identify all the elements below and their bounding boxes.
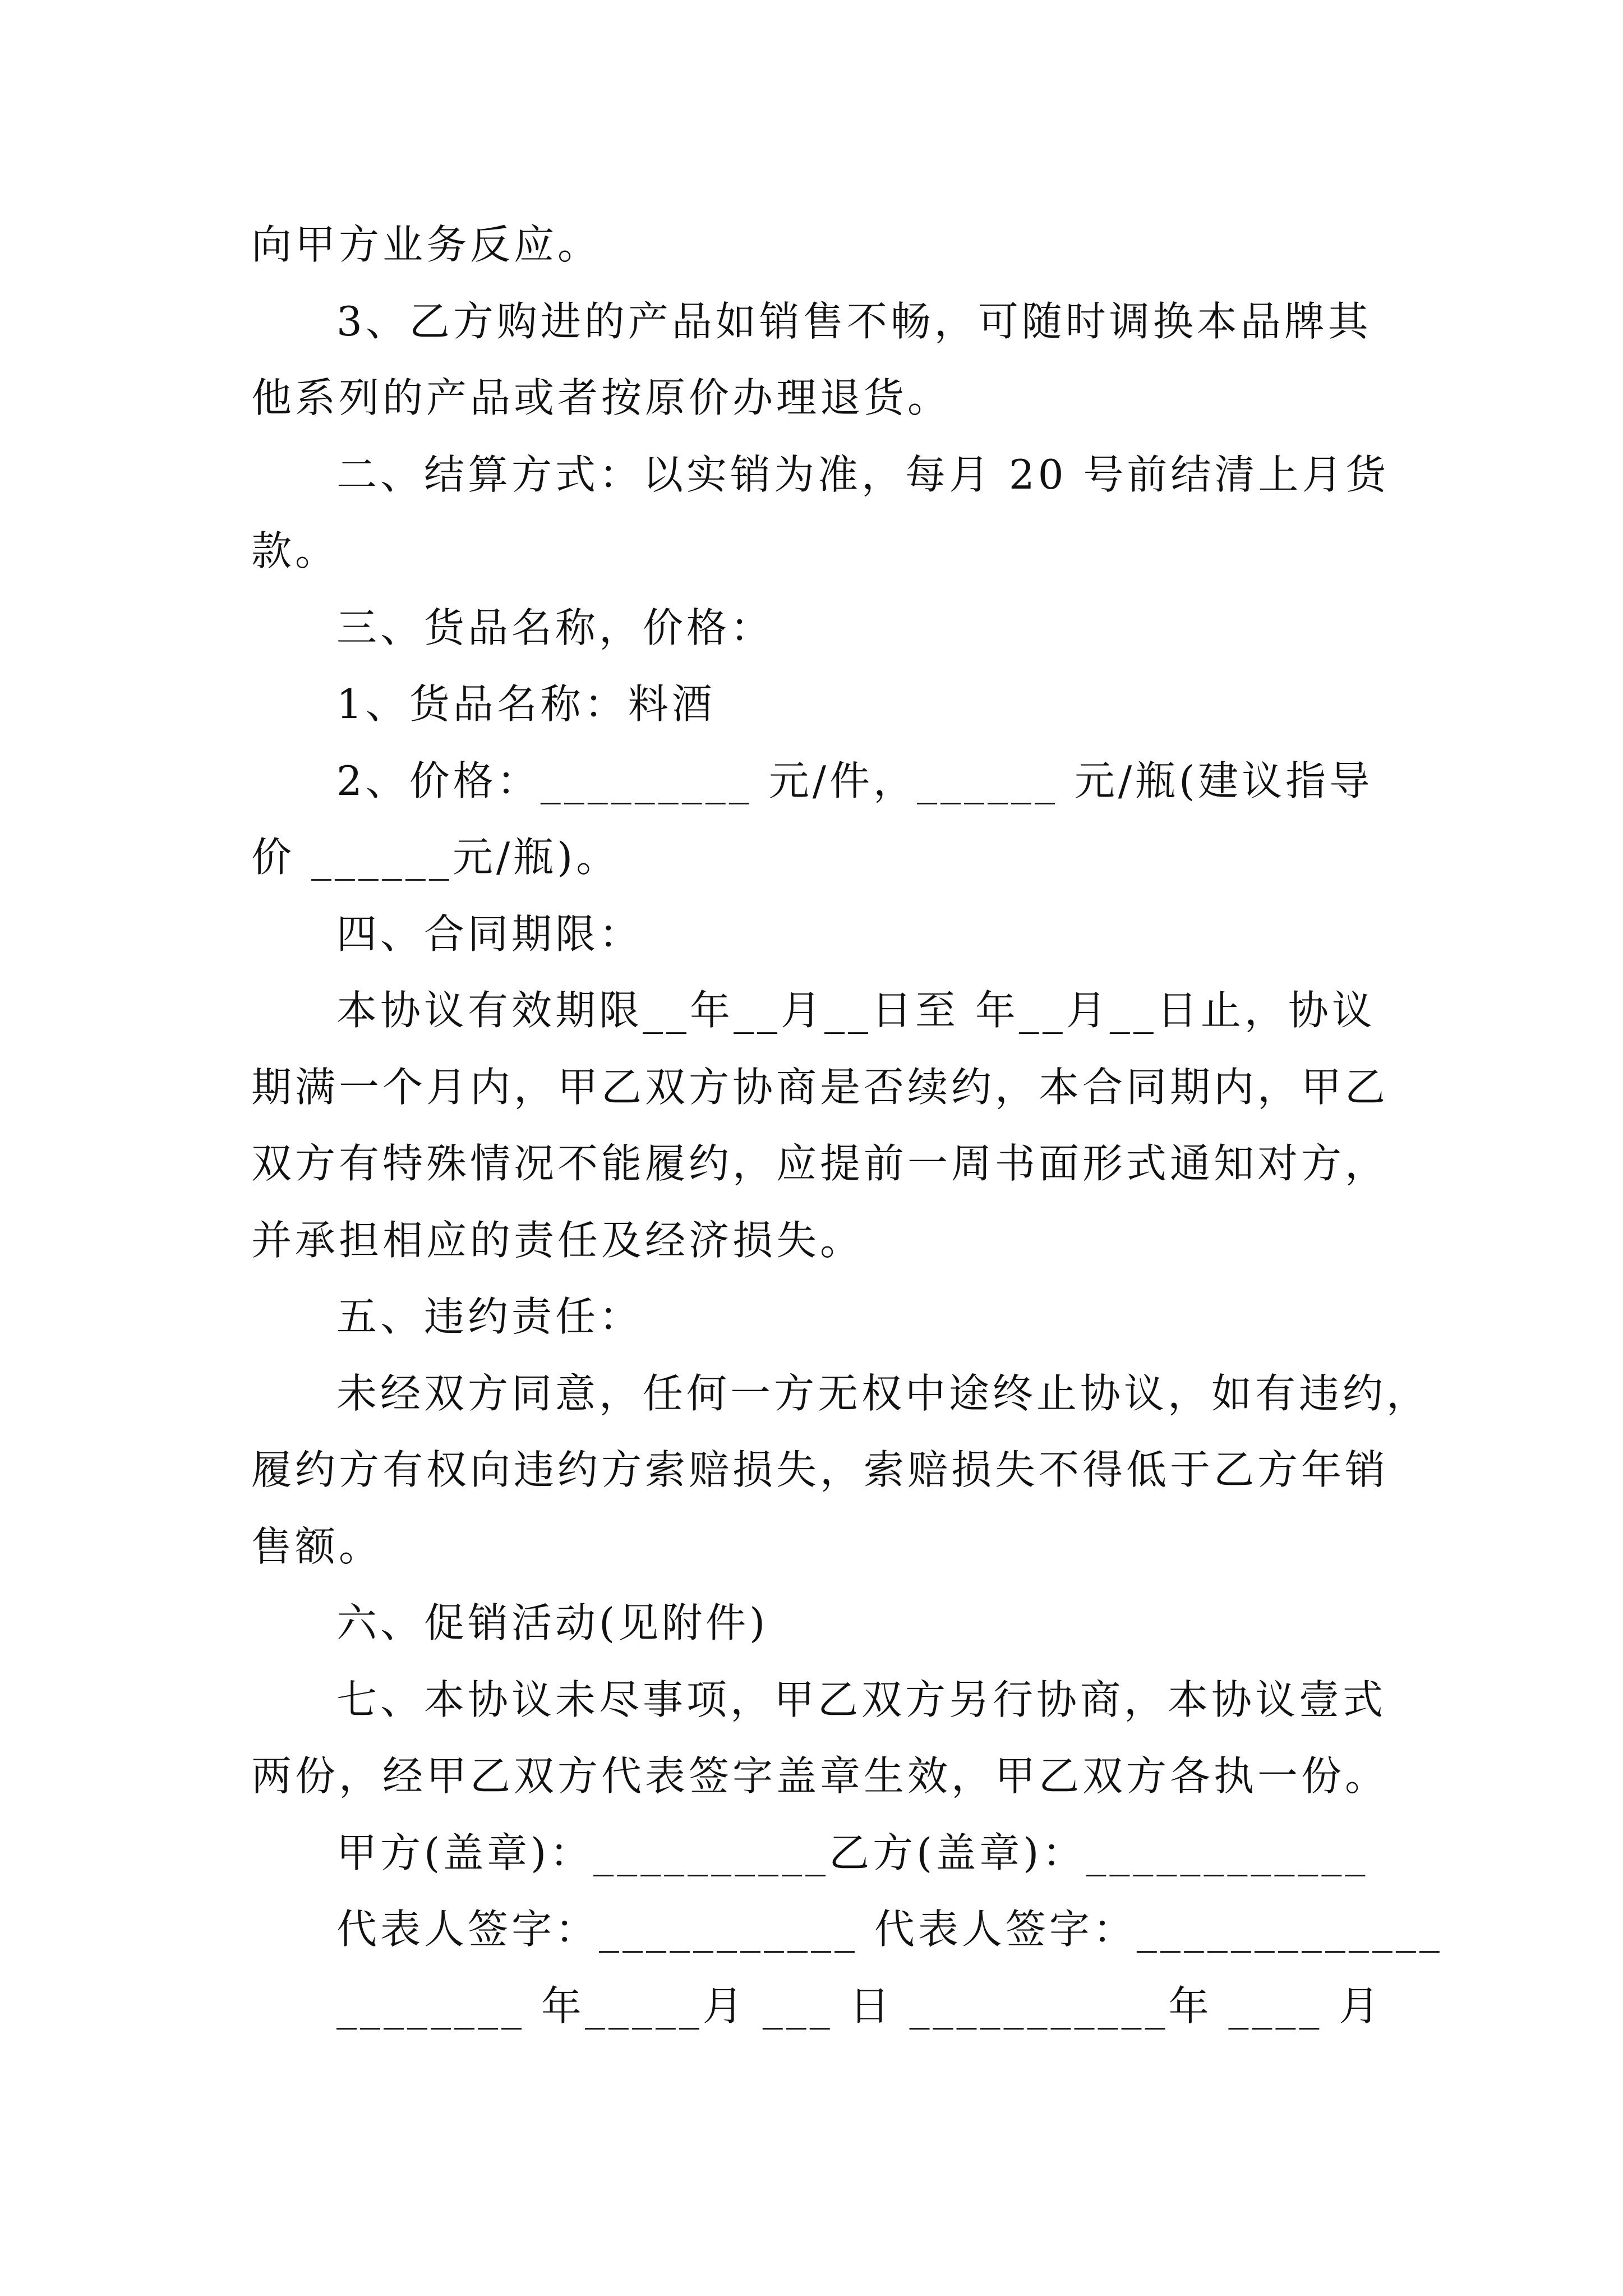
paragraph-line: 期满一个月内，甲乙双方协商是否续约，本合同期内，甲乙 [251,1064,1389,1111]
section-6-heading: 六、促销活动(见附件) [336,1599,769,1646]
paragraph-line: 他系列的产品或者按原价办理退货。 [251,374,952,421]
clause-1-3: 3、乙方购进的产品如销售不畅，可随时调换本品牌其 [336,298,1372,345]
paragraph-line: 价 ______元/瓶)。 [251,834,620,881]
paragraph-line: 向甲方业务反应。 [251,221,602,268]
paragraph-line: 款。 [251,527,339,574]
section-4-heading: 四、合同期限： [336,910,643,958]
paragraph-line: 售额。 [251,1523,383,1570]
section-7-line: 七、本协议未尽事项，甲乙双方另行协商，本协议壹式 [336,1676,1387,1723]
goods-name: 1、货品名称：料酒 [336,680,716,728]
seal-line: 甲方(盖章)：__________乙方(盖章)：____________ [336,1829,1369,1876]
section-5-heading: 五、违约责任： [336,1293,643,1340]
paragraph-line: 双方有特殊情况不能履约，应提前一周书面形式通知对方， [251,1140,1389,1187]
signature-line: 代表人签字：___________ 代表人签字：_____________ [336,1906,1443,1953]
date-line: ________ 年_____月 ___ 日 ___________年 ____ 月 [336,1982,1383,2030]
section-3-heading: 三、货品名称，价格： [336,604,774,651]
term-line: 本协议有效期限__年__月__日至 年__月__日止，协议 [336,987,1376,1034]
section-2-settlement: 二、结算方式：以实销为准，每月 20 号前结清上月货 [336,451,1390,498]
paragraph-line: 两份，经甲乙双方代表签字盖章生效，甲乙双方各执一份。 [251,1752,1389,1800]
price-line: 2、价格：_________ 元/件，______ 元/瓶(建议指导 [336,757,1373,804]
paragraph-line: 并承担相应的责任及经济损失。 [251,1217,864,1264]
paragraph-line: 履约方有权向违约方索赔损失，索赔损失不得低于乙方年销 [251,1446,1389,1493]
breach-line: 未经双方同意，任何一方无权中途终止协议，如有违约， [336,1370,1431,1417]
